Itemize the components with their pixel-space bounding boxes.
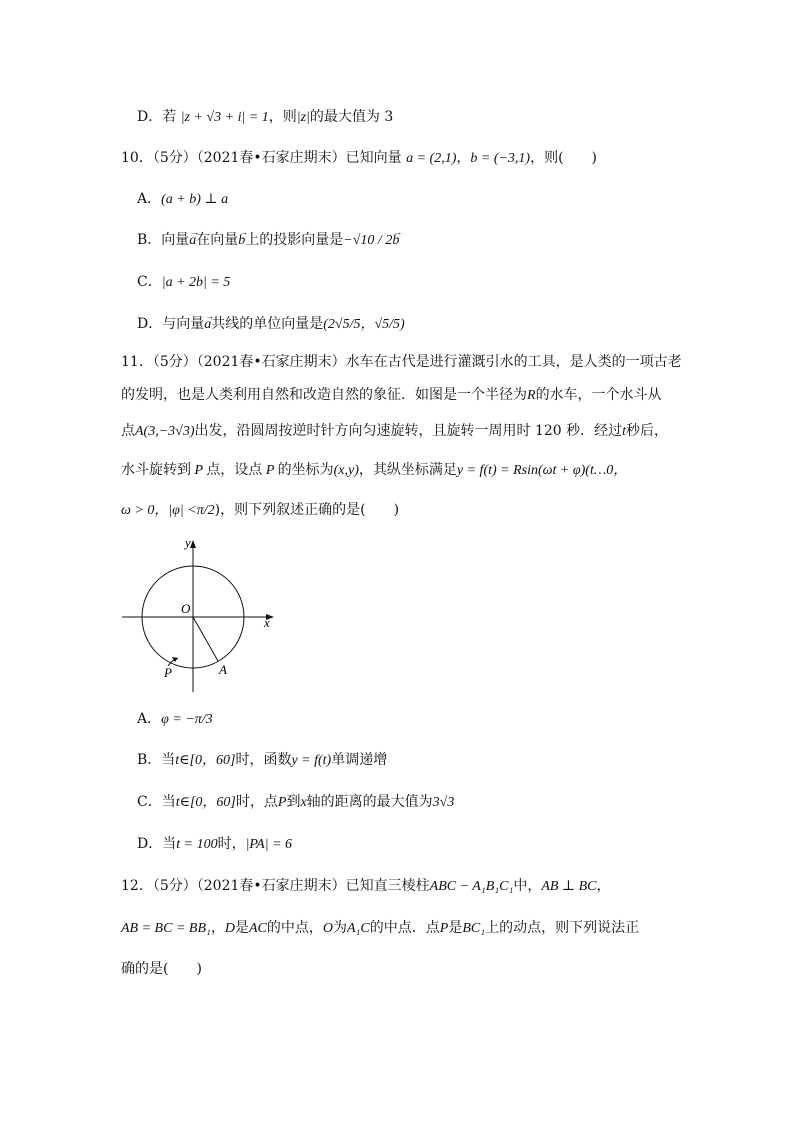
- vector-a: a = (2,1): [406, 151, 457, 166]
- math-expr: AC: [248, 921, 267, 936]
- question-text: ，其纵坐标满足: [358, 462, 457, 478]
- option-text: 向量: [161, 232, 190, 248]
- option-label: D．: [137, 836, 163, 852]
- t-symbol: t: [622, 424, 627, 439]
- math-expr: y = f(t): [291, 753, 332, 768]
- x-label: x: [264, 615, 270, 630]
- question-source: （2021春•石家庄期末）: [196, 878, 346, 894]
- option-text: 与向量: [162, 316, 205, 332]
- q11-line-1: [121, 352, 682, 372]
- point-a-label: A: [219, 662, 227, 677]
- math-expr: (2√5/5，√5/5): [323, 317, 405, 332]
- math-expr: (x,y): [333, 463, 359, 478]
- p-symbol: P: [277, 795, 287, 810]
- math-expr: t = 100: [176, 837, 218, 852]
- math-expr: AB = BC = BB₁: [121, 921, 211, 936]
- q10-option-d[interactable]: [137, 314, 405, 335]
- origin-label: O: [181, 601, 191, 616]
- option-label: C．: [137, 274, 162, 290]
- option-text: 轴的距离的最大值为: [306, 794, 433, 810]
- question-text: 点: [121, 423, 135, 439]
- q10-option-c[interactable]: [137, 272, 230, 293]
- option-text: 上的投影向量是: [245, 232, 344, 248]
- question-text: 水斗旋转到: [121, 462, 191, 478]
- question-text: )，则下列叙述正确的是( ): [214, 502, 400, 518]
- math-expr: |z + √3 + i| = 1: [180, 110, 269, 125]
- q11-option-a[interactable]: [137, 709, 213, 730]
- question-text: 点，设点: [206, 462, 263, 478]
- q11-option-b[interactable]: [137, 750, 387, 771]
- q12-line-2: [121, 918, 639, 939]
- option-text: 共线的单位向量是: [211, 316, 324, 332]
- question-text: 的发明，也是人类利用自然和改造自然的象征．如图是一个半径为: [121, 387, 527, 403]
- vector-b-symbol: → b: [392, 231, 399, 251]
- q10-option-b[interactable]: [137, 230, 399, 251]
- p-symbol: P: [262, 463, 278, 478]
- option-text: 若: [162, 109, 177, 125]
- option-text: 当: [161, 752, 176, 768]
- math-expr: −√10 / 2: [343, 233, 393, 248]
- question-score: （5分）: [152, 878, 197, 894]
- option-label: B．: [137, 232, 162, 248]
- water-wheel-figure: [118, 536, 278, 696]
- q12-line-3: [121, 959, 202, 979]
- question-text: 中，: [513, 878, 542, 894]
- option-label: A．: [137, 191, 162, 207]
- math-expr: A(3,−3√3): [135, 424, 195, 439]
- option-text: 到: [286, 794, 301, 810]
- question-text: 的中点，: [266, 920, 323, 936]
- option-label: D．: [137, 109, 163, 125]
- question-text: 上的动点，则下列说法正: [485, 920, 640, 936]
- vector-a-symbol: → a: [204, 315, 211, 335]
- question-text: ，则( ): [530, 150, 598, 166]
- separator: ，: [456, 150, 471, 166]
- q12-line-1: [121, 876, 611, 897]
- question-text: 为: [333, 920, 347, 936]
- question-source: （2021春•石家庄期末）: [196, 354, 346, 370]
- question-text: 秒后，: [626, 423, 669, 439]
- q10-stem: [121, 148, 597, 169]
- option-text: 当: [162, 836, 177, 852]
- math-expr: y = f(t) = Rsin(ωt + φ)(t…0，: [456, 463, 628, 478]
- radius-oa: [193, 617, 218, 661]
- option-text: 当: [161, 794, 176, 810]
- option-text: 时，: [217, 836, 246, 852]
- math-expr: BC₁: [462, 921, 486, 936]
- math-expr: |PA| = 6: [245, 837, 293, 852]
- p-symbol: P: [191, 463, 207, 478]
- vector-b: b = (−3,1): [470, 151, 531, 166]
- math-expr: t∈[0，60]: [175, 795, 236, 810]
- option-text: 时，点: [235, 794, 278, 810]
- math-expr: |a + 2b| = 5: [161, 275, 231, 290]
- question-text: 的坐标为: [277, 462, 334, 478]
- option-label: C．: [137, 794, 162, 810]
- question-score: （5分）: [152, 354, 197, 370]
- math-expr: φ = −: [161, 712, 195, 727]
- option-label: A．: [137, 711, 162, 727]
- question-text: 是: [448, 920, 463, 936]
- question-number: 12．: [121, 878, 153, 894]
- math-expr: t∈[0，60]: [175, 753, 236, 768]
- math-expr: |z|: [296, 110, 310, 125]
- math-expr: ABC − A₁B₁C₁: [429, 879, 514, 894]
- vector-a-symbol: → a: [189, 231, 196, 251]
- q11-option-d[interactable]: [137, 834, 292, 855]
- fraction: π/2: [196, 503, 215, 518]
- q11-line-4: [121, 460, 627, 481]
- question-score: （5分）: [152, 150, 197, 166]
- y-axis-arrow: [190, 540, 196, 548]
- question-text: ，: [210, 920, 225, 936]
- question-text: 确的是( ): [121, 961, 202, 977]
- question-number: 11．: [121, 354, 153, 370]
- math-expr: A₁C: [347, 921, 370, 936]
- option-text: 单调递增: [331, 752, 388, 768]
- question-text: 出发，沿圆周按逆时针方向匀速旋转，且旋转一周用时 120 秒．经过: [194, 423, 623, 439]
- math-expr: D: [224, 921, 235, 936]
- math-expr: AB ⊥ BC: [541, 879, 597, 894]
- q11-option-c[interactable]: [137, 792, 454, 813]
- option-text: 的最大值为 3: [309, 109, 394, 125]
- radius-symbol: R: [527, 388, 536, 403]
- math-expr: ω > 0，|φ| <: [121, 503, 197, 518]
- q9-option-d: [137, 107, 393, 128]
- y-label: y: [185, 536, 191, 550]
- option-label: B．: [137, 752, 162, 768]
- math-expr: P: [439, 921, 449, 936]
- fraction: π/3: [194, 712, 213, 727]
- math-expr: O: [322, 921, 333, 936]
- question-text: 已知向量: [345, 150, 402, 166]
- vector-b-symbol: → b: [238, 231, 245, 251]
- option-label: D．: [137, 316, 163, 332]
- q10-option-a[interactable]: [137, 189, 228, 210]
- question-text: ，: [596, 878, 611, 894]
- point-p-label: P: [164, 665, 172, 680]
- q11-line-3: [121, 421, 668, 442]
- option-text: 时，函数: [235, 752, 292, 768]
- math-expr: 3√3: [432, 795, 455, 810]
- option-text: ，则: [268, 109, 297, 125]
- q11-line-5: [121, 500, 399, 521]
- option-text: 在向量: [196, 232, 239, 248]
- question-text: 的水车，一个水斗从: [535, 387, 662, 403]
- question-text: 的中点．点: [369, 920, 440, 936]
- question-text: 是: [234, 920, 249, 936]
- math-expr: (a + b) ⊥ a: [161, 192, 229, 207]
- question-number: 10．: [121, 150, 153, 166]
- question-text: 已知直三棱柱: [345, 878, 430, 894]
- q11-line-2: [121, 385, 662, 406]
- x-symbol: x: [300, 795, 307, 810]
- question-text: 水车在古代是进行灌溉引水的工具，是人类的一项古老: [345, 354, 682, 370]
- question-source: （2021春•石家庄期末）: [196, 150, 346, 166]
